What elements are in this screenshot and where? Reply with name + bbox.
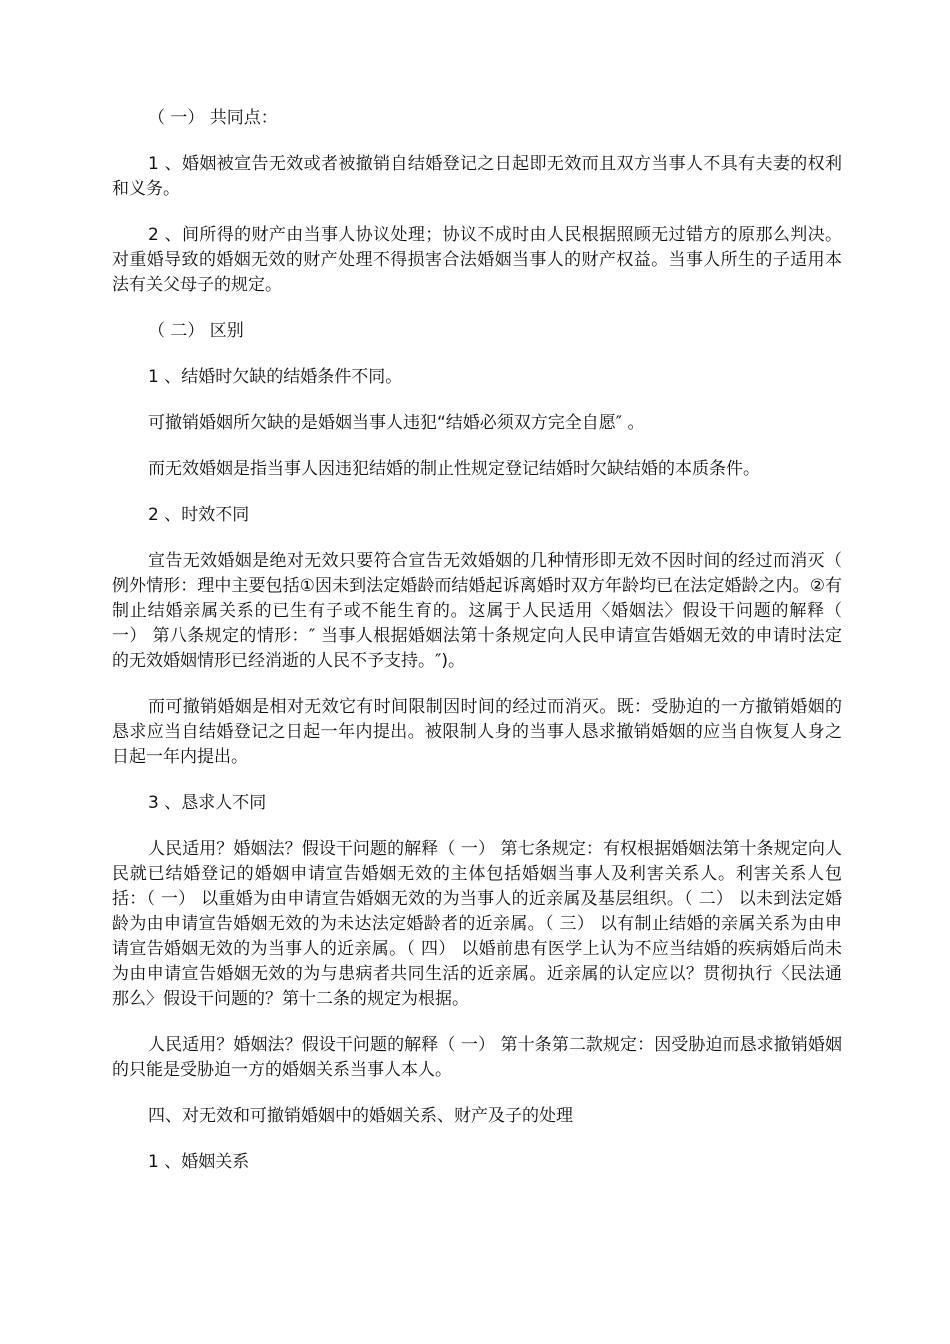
document-body [112,106,842,1196]
paragraph-revocable-claimants: 人民适用？婚姻法？假设干问题的解释（ 一） 第十条第二款规定：因受胁迫而恳求撤销婚姻的只能是受胁迫一方的婚姻关系当事人本人。 [112,1035,842,1080]
paragraph-revocable-marriage-lack: 可撤销婚姻所欠缺的是婚姻当事人违犯“结婚必须双方完全自愿″ 。 [148,413,645,433]
paragraph-marriage-relationship-heading: 1 、婚姻关系 [148,1152,250,1172]
paragraph-difference-2-title: 2 、时效不同 [148,505,250,525]
paragraph-section-four-heading: 四、对无效和可撤销婚姻中的婚姻关系、财产及子的处理 [148,1106,573,1126]
paragraph-common-point-2: 2 、间所得的财产由当事人协议处理；协议不成时由人民根据照顾无过错方的原那么判决。对重婚导致的婚姻无效的财产处理不得损害合法婚姻当事人的财产权益。当事人所生的子适用本法有关父母子的规定。 [112,225,842,295]
paragraph-common-point-1: 1 、婚姻被宣告无效或者被撤销自结婚登记之日起即无效而且双方当事人不具有夫妻的权利和义务。 [112,154,842,199]
paragraph-difference-1-title: 1 、结婚时欠缺的结婚条件不同。 [148,367,403,387]
paragraph-difference-3-title: 3 、恳求人不同 [148,793,267,813]
paragraph-void-marriage-lack: 而无效婚姻是指当事人因违犯结婚的制止性规定登记结婚时欠缺结婚的本质条件。 [148,459,760,479]
paragraph-differences-heading: （ 二） 区别 [148,321,244,341]
paragraph-revocable-marriage-time-limit: 而可撤销婚姻是相对无效它有时间限制因时间的经过而消灭。既：受胁迫的一方撤销婚姻的恳求应当自结婚登记之日起一年内提出。被限制人身的当事人恳求撤销婚姻的应当自恢复人身之日起一年内提出。 [112,697,842,767]
paragraph-common-points-heading: （ 一） 共同点： [148,108,278,128]
paragraph-void-claimants: 人民适用？婚姻法？假设干问题的解释（ 一） 第七条规定：有权根据婚姻法第十条规定向人民就已结婚登记的婚姻申请宣告婚姻无效的主体包括婚姻当事人及利害关系人。利害关系人包括：（ 一） 以重婚为由申请宣告婚姻无效的为当事人的近亲属及基层组织。（ 二） 以未到法定婚龄为由申请宣告婚姻无效的为未达法定婚龄者的近亲属。（ 三） 以有制止结婚的亲属关系为由申请宣告婚姻无效的为当事人的近亲属。（ 四） 以婚前患有医学上认为不应当结婚的疾病婚后尚未为由申请宣告婚姻无效的为与患病者共同生活的近亲属。近亲属的认定应以？贯彻执行〈民法通那么〉假设干问题的？第十二条的规定为根据。 [112,839,842,1009]
paragraph-void-marriage-time-limit: 宣告无效婚姻是绝对无效只要符合宣告无效婚姻的几种情形即无效不因时间的经过而消灭（ 例外情形：理中主要包括①因未到法定婚龄而结婚起诉离婚时双方年龄均已在法定婚龄之内。②有制止结婚亲属关系的已生有子或不能生育的。这属于人民适用〈婚姻法〉假设干问题的解释（ 一） 第八条规定的情形：″ 当事人根据婚姻法第十条规定向人民申请宣告婚姻无效的申请时法定的无效婚姻情形已经消逝的人民不予支持。″)。 [112,551,842,671]
